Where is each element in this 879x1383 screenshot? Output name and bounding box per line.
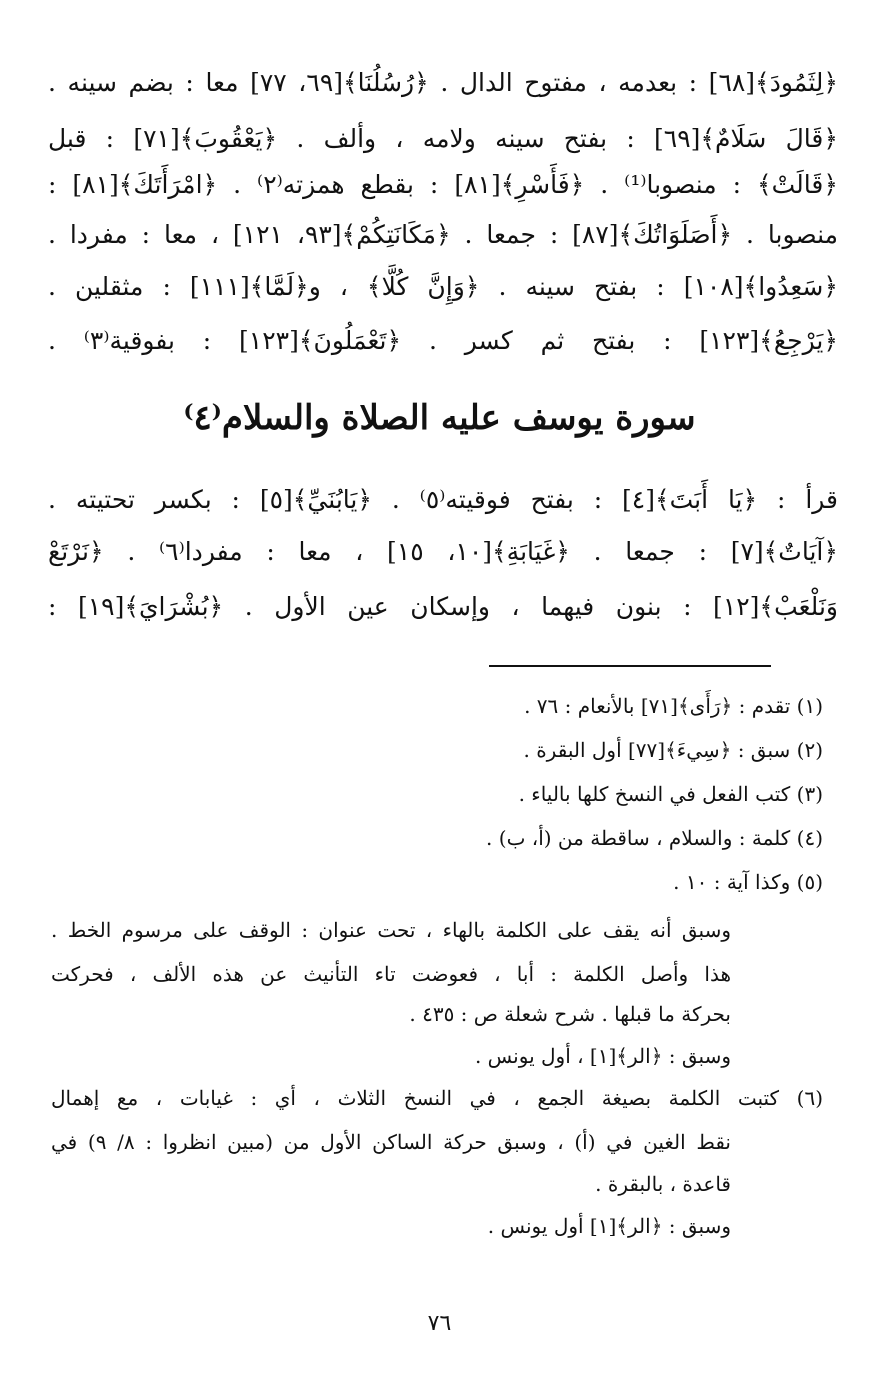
footnote: (٦) كتبت الكلمة بصيغة الجمع ، في النسخ الثلاث ، أي : غيابات ، مع إهمال — [51, 1086, 823, 1110]
footnote-separator — [489, 665, 771, 667]
footnote: (٣) كتب الفعل في النسخ كلها بالياء . — [518, 782, 823, 806]
footnote-continuation: وسبق : ﴿الر﴾[١] أول يونس . — [487, 1214, 731, 1238]
footnote-continuation: وسبق : ﴿الر﴾[١] ، أول يونس . — [474, 1044, 731, 1068]
text-line: ﴿لِثَمُودَ﴾[٦٨] : بعدمه ، مفتوح الدال . ﴿رُسُلُنَا﴾[٦٩، ٧٧] معا : بضم سينه . — [48, 68, 838, 97]
surah-heading: سورة يوسف عليه الصلاة والسلام⁽٤⁾ — [183, 398, 696, 438]
footnote-continuation: قاعدة ، بالبقرة . — [595, 1172, 731, 1196]
footnote: (٢) سبق : ﴿سِيءَ﴾[٧٧] أول البقرة . — [523, 738, 823, 762]
footnote-continuation: وسبق أنه يقف على الكلمة بالهاء ، تحت عنوان : الوقف على مرسوم الخط . — [51, 918, 731, 942]
footnote-continuation: هذا وأصل الكلمة : أبا ، فعوضت تاء التأنيث عن هذه الألف ، فحركت — [51, 962, 731, 986]
text-line: منصوبا . ﴿أَصَلَوَاتُكَ﴾[٨٧] : جمعا . ﴿مَكَانَتِكُمْ﴾[٩٣، ١٢١] ، معا : مفردا . — [48, 220, 838, 249]
text-line: ﴿قَالَ سَلَامٌ﴾[٦٩] : بفتح سينه ولامه ، وألف . ﴿يَعْقُوبَ﴾[٧١] : قبل — [48, 124, 838, 153]
footnote-continuation: بحركة ما قبلها . شرح شعلة ص : ٤٣٥ . — [409, 1002, 731, 1026]
page-number: ٧٦ — [427, 1311, 452, 1336]
text-line: ﴿سَعِدُوا﴾[١٠٨] : بفتح سينه . ﴿وَإِنَّ كُلًّا﴾ ، و﴿لَمَّا﴾[١١١] : مثقلين . — [48, 272, 838, 301]
footnote-continuation: نقط الغين في (أ) ، وسبق حركة الساكن الأول من (مبين انظروا : ٨/ ٩) في — [51, 1130, 731, 1154]
footnote: (٥) وكذا آية : ١٠ . — [673, 870, 823, 894]
text-line: ﴿قَالَتْ﴾ : منصوبا⁽¹⁾ . ﴿فَأَسْرِ﴾[٨١] : بقطع همزته⁽٢⁾ . ﴿امْرَأَتَكَ﴾[٨١] : — [48, 170, 838, 199]
text-line: ﴿يَرْجِعُ﴾[١٢٣] : بفتح ثم كسر . ﴿تَعْمَلُونَ﴾[١٢٣] : بفوقية⁽٣⁾ . — [48, 326, 838, 355]
text-line: وَنَلْعَبْ﴾[١٢] : بنون فيهما ، وإسكان عين الأول . ﴿بُشْرَايَ﴾[١٩] : — [48, 592, 838, 621]
footnote: (٤) كلمة : والسلام ، ساقطة من (أ، ب) . — [486, 826, 823, 850]
text-line: ﴿آيَاتٌ﴾[٧] : جمعا . ﴿غَيَابَةِ﴾[١٠، ١٥] ، معا : مفردا⁽٦⁾ . ﴿نَرْتَعْ — [48, 537, 838, 566]
text-line: قرأ : ﴿يَا أَبَتَ﴾[٤] : بفتح فوقيته⁽٥⁾ . ﴿يَابُنَيِّ﴾[٥] : بكسر تحتيته . — [48, 485, 838, 514]
footnote: (١) تقدم : ﴿رَأَى﴾[٧١] بالأنعام : ٧٦ . — [524, 694, 823, 718]
